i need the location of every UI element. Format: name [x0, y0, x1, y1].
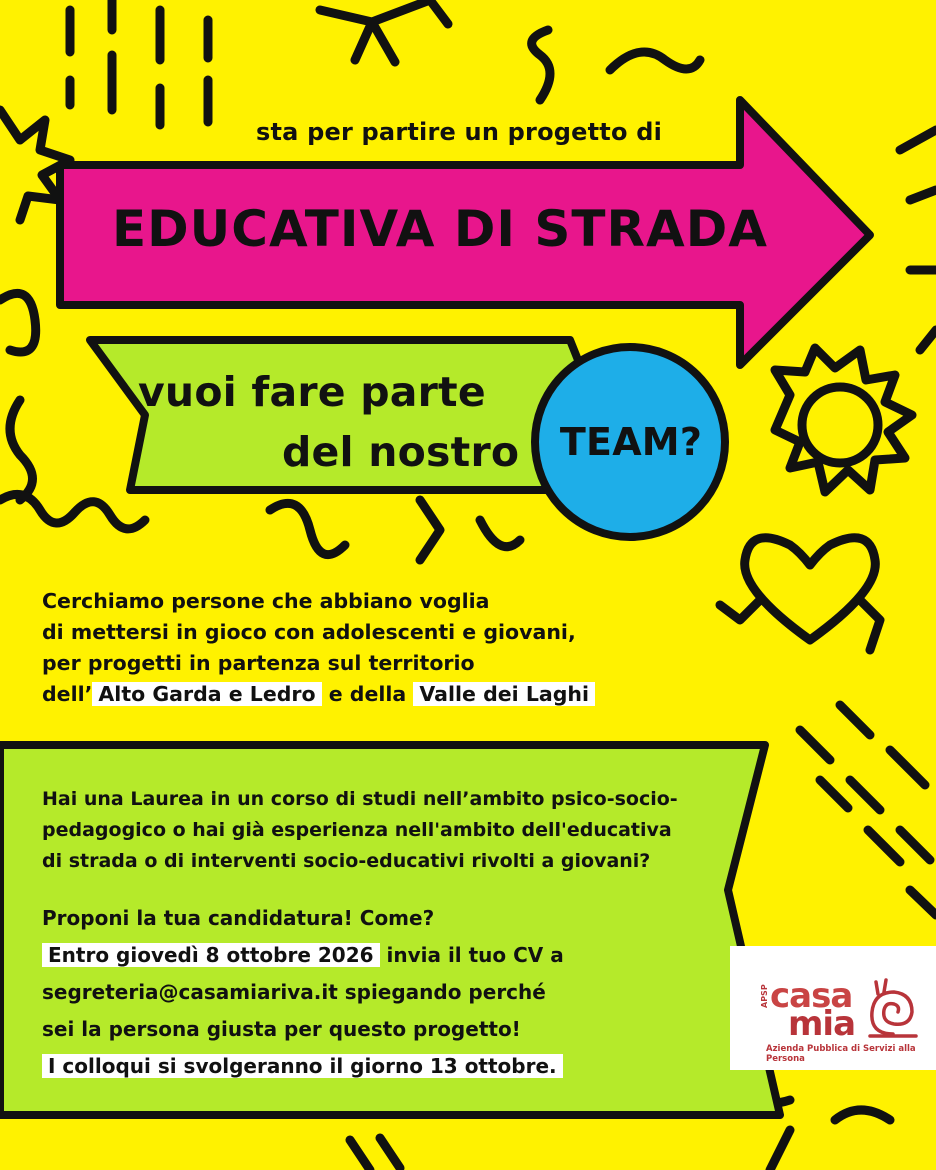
question-line-2: del nostro — [282, 428, 520, 476]
deadline-highlight: Entro giovedì 8 ottobre 2026 — [42, 943, 380, 967]
casamia-logo — [730, 946, 936, 1070]
logo-word-casa: casa — [770, 976, 853, 1016]
marks-right — [910, 270, 936, 350]
question-line-1: vuoi fare parte — [138, 368, 486, 416]
search-line-3: per progetti in partenza sul territorio — [42, 651, 475, 675]
logo-tag: APSP — [760, 984, 769, 1008]
search-line-1: Cerchiamo persone che abbiano voglia — [42, 589, 490, 613]
deadline-suffix: invia il tuo CV a — [379, 943, 564, 967]
interviews-highlight: I colloqui si svolgeranno il giorno 13 ottobre. — [42, 1054, 563, 1078]
application-prompt: Proponi la tua candidatura! Come? — [42, 906, 435, 930]
sun-right-core — [802, 387, 878, 463]
area-highlight-2: Valle dei Laghi — [413, 682, 595, 706]
application-paragraph — [42, 900, 564, 1085]
squiggle-top-right — [532, 30, 700, 100]
search-middle: e della — [321, 682, 414, 706]
logo-word-mia: mia — [788, 1004, 856, 1044]
heart-legs — [720, 600, 880, 650]
reason-line: sei la persona giusta per questo progetto! — [42, 1017, 521, 1041]
sun-right-rays — [775, 348, 912, 492]
squiggle-middle — [270, 500, 520, 560]
heart-doodle — [745, 538, 876, 640]
deadline-line — [42, 937, 564, 974]
search-line-4 — [42, 679, 595, 710]
requirements-line-2: pedagogico o hai già esperienza nell'ambito dell'educativa — [42, 819, 672, 841]
search-paragraph — [42, 586, 595, 710]
marks-top-right — [900, 130, 936, 200]
squiggle-left — [0, 293, 36, 500]
team-label: TEAM? — [559, 420, 703, 464]
page-title: EDUCATIVA DI STRADA — [112, 200, 768, 258]
intro-text: sta per partire un progetto di — [256, 118, 663, 146]
star-top — [320, 0, 448, 62]
requirements-line-3: di strada o di interventi socio-educativi rivolti a giovani? — [42, 850, 651, 872]
email-line: segreteria@casamiariva.it spiegando perché — [42, 980, 546, 1004]
search-prefix: dell’ — [42, 682, 93, 706]
area-highlight-1: Alto Garda e Ledro — [92, 682, 321, 706]
dash-lines-right — [800, 705, 936, 915]
snail-icon — [866, 974, 920, 1040]
requirements-paragraph — [42, 784, 678, 877]
search-line-2: di mettersi in gioco con adolescenti e giovani, — [42, 620, 576, 644]
dash-lines-top-left — [70, 0, 208, 125]
interviews-line — [42, 1048, 564, 1085]
logo-subtitle: Azienda Pubblica di Servizi alla Persona — [766, 1044, 916, 1064]
requirements-line-1: Hai una Laurea in un corso di studi nell’ambito psico-socio- — [42, 788, 678, 810]
